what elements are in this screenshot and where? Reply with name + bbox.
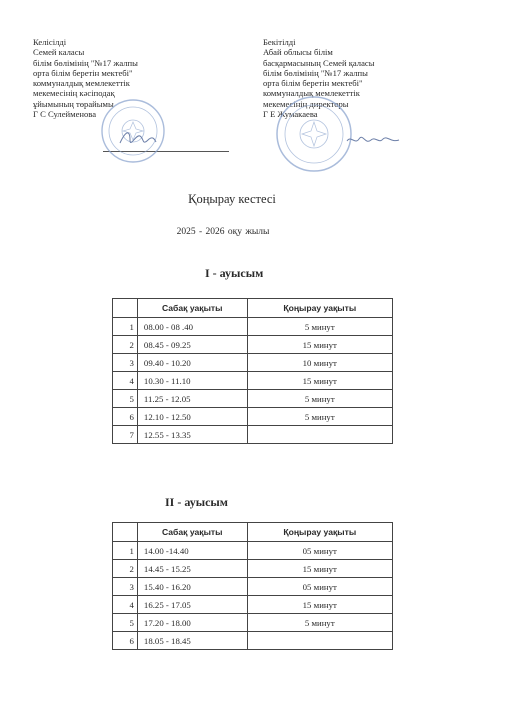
row-number: 5: [113, 614, 138, 632]
bell-duration: 05 минут: [247, 578, 392, 596]
lesson-time: 11.25 - 12.05: [137, 390, 247, 408]
row-number: 5: [113, 390, 138, 408]
agreed-line: мекемесінің кәсіподақ: [33, 88, 115, 99]
bell-duration: 15 минут: [247, 560, 392, 578]
approved-line: Бекітілді: [263, 37, 296, 47]
table-row: [113, 632, 393, 650]
table-row: [113, 578, 393, 596]
row-number: 2: [113, 560, 138, 578]
header-bell-time: Қоңырау уақыты: [247, 523, 392, 542]
lesson-time: 14.45 - 15.25: [137, 560, 247, 578]
table-row: [113, 408, 393, 426]
row-number: 1: [113, 318, 138, 336]
bell-duration: 15 минут: [247, 336, 392, 354]
academic-year: 2025 - 2026 оқу жылы: [176, 227, 270, 237]
agreed-line: коммуналдық мемлекеттік: [33, 78, 130, 89]
bell-duration: 15 минут: [247, 596, 392, 614]
agreed-line: білім бөлімінің "№17 жалпы: [33, 57, 138, 68]
bell-duration: 5 минут: [247, 318, 392, 336]
row-number: 2: [113, 336, 138, 354]
lesson-time: 08.45 - 09.25: [137, 336, 247, 354]
approved-line: орта білім беретін мектебі": [263, 78, 363, 89]
agreed-line: Келісілді: [33, 37, 67, 47]
header-lesson-time: Сабақ уақыты: [137, 523, 247, 542]
table-row: [113, 390, 393, 408]
lesson-time: 10.30 - 11.10: [137, 372, 247, 390]
table-row: [113, 614, 393, 632]
row-number: 3: [113, 354, 138, 372]
table-row: [113, 318, 393, 336]
table-row: [113, 354, 393, 372]
signature-left: [118, 128, 158, 150]
lesson-time: 16.25 - 17.05: [137, 596, 247, 614]
agreed-line: орта білім беретін мектебі": [33, 67, 133, 78]
lesson-time: 18.05 - 18.45: [137, 632, 247, 650]
row-number: 7: [113, 426, 138, 444]
agreed-signatory: Г С Сулейменова: [33, 109, 97, 120]
lesson-time: 17.20 - 18.00: [137, 614, 247, 632]
document-title: Қоңырау кестесі: [188, 192, 276, 206]
row-number: 4: [113, 596, 138, 614]
table-header-row: [113, 299, 393, 318]
bell-duration: 5 минут: [247, 614, 392, 632]
lesson-time: 08.00 - 08 .40: [137, 318, 247, 336]
approved-line: мекемесінің директоры: [263, 98, 349, 109]
row-number: 3: [113, 578, 138, 596]
approved-line: Абай облысы білім: [263, 47, 333, 58]
shift-2-schedule-table: [112, 522, 393, 650]
header-lesson-time: Сабақ уақыты: [137, 299, 247, 318]
row-number: 4: [113, 372, 138, 390]
lesson-time: 14.00 -14.40: [137, 542, 247, 560]
approved-line: білім бөлімінің "№17 жалпы: [263, 67, 368, 78]
shift-1-schedule-table: [112, 298, 393, 444]
shift-2-title: II - ауысым: [165, 495, 228, 509]
table-row: [113, 596, 393, 614]
bell-duration: 05 минут: [247, 542, 392, 560]
lesson-time: 12.10 - 12.50: [137, 408, 247, 426]
bell-duration: [247, 426, 392, 444]
row-number: 1: [113, 542, 138, 560]
table-row: [113, 336, 393, 354]
table-header-row: [113, 523, 393, 542]
row-number: 6: [113, 632, 138, 650]
official-stamp-right: [275, 95, 353, 173]
approved-signatory: Г Е Жумакаева: [263, 109, 318, 120]
table-row: [113, 372, 393, 390]
lesson-time: 15.40 - 16.20: [137, 578, 247, 596]
table-row: [113, 560, 393, 578]
header-number: [113, 523, 138, 542]
agreed-line: ұйымының төрайымы: [33, 98, 114, 109]
table-row: [113, 542, 393, 560]
signature-right: [345, 131, 401, 149]
agreed-line: Семей каласы: [33, 47, 85, 58]
bell-duration: 5 минут: [247, 408, 392, 426]
bell-duration: 5 минут: [247, 390, 392, 408]
approved-line: коммуналдық мемлекеттік: [263, 88, 360, 99]
bell-duration: 10 минут: [247, 354, 392, 372]
lesson-time: 12.55 - 13.35: [137, 426, 247, 444]
table-row: [113, 426, 393, 444]
shift-1-title: I - ауысым: [205, 266, 264, 280]
row-number: 6: [113, 408, 138, 426]
header-bell-time: Қоңырау уақыты: [247, 299, 392, 318]
bell-duration: [247, 632, 392, 650]
header-number: [113, 299, 138, 318]
approved-line: басқармасының Семей қаласы: [263, 57, 375, 68]
lesson-time: 09.40 - 10.20: [137, 354, 247, 372]
bell-duration: 15 минут: [247, 372, 392, 390]
